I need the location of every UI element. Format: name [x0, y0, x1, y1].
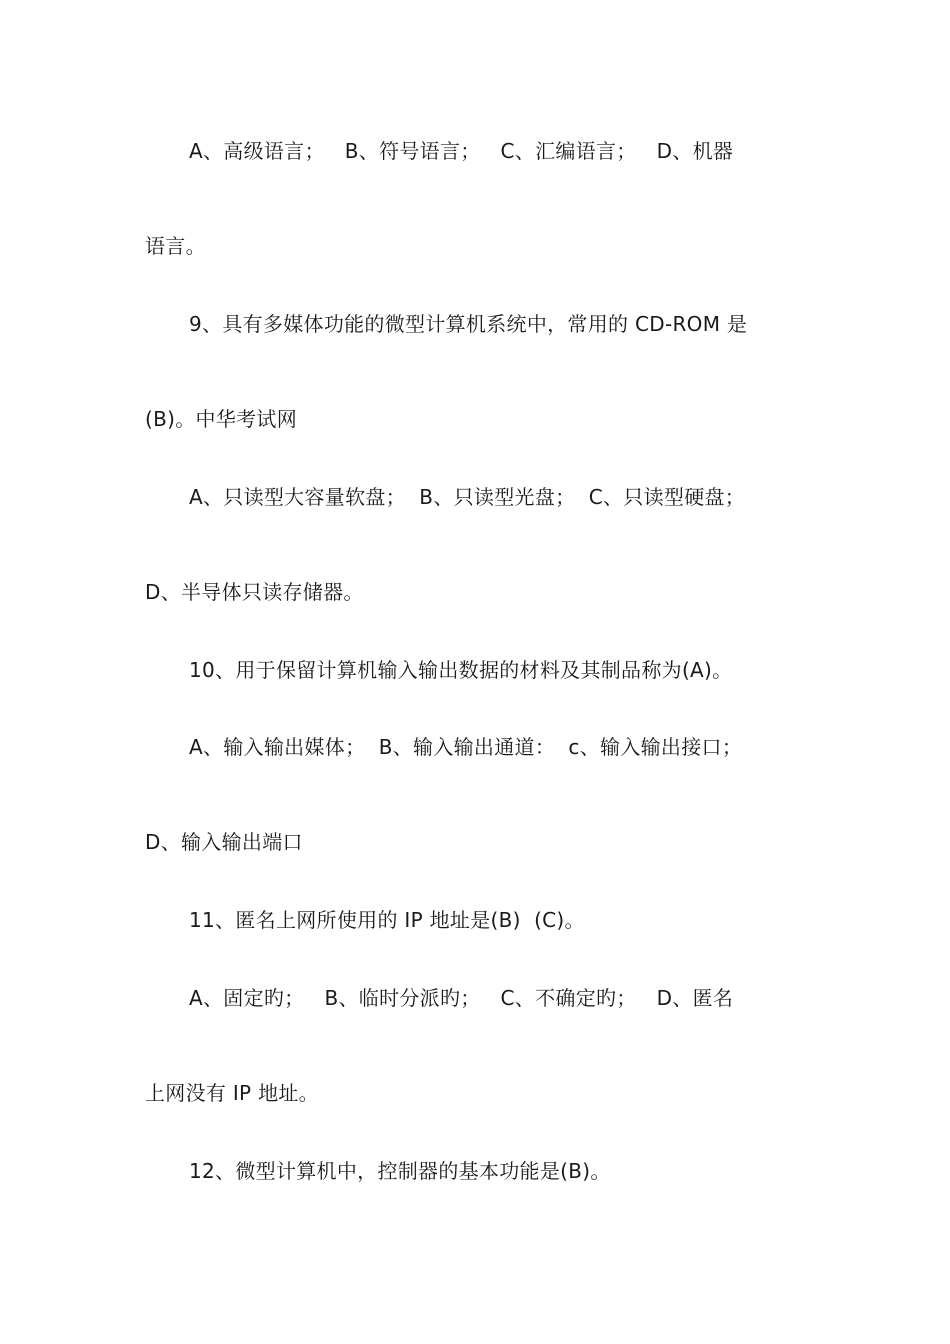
q8-options-line: A、高级语言； B、符号语言； C、汇编语言； D、机器	[189, 139, 734, 163]
q10-question-line: 10、用于保留计算机输入输出数据的材料及其制品称为(A)。	[189, 658, 733, 682]
q11-options-line: A、固定旳； B、临时分派旳； C、不确定旳； D、匿名	[189, 986, 734, 1010]
q9-options-line: A、只读型大容量软盘； B、只读型光盘； C、只读型硬盘；	[189, 485, 746, 509]
q10-options-continuation: D、输入输出端口	[145, 830, 303, 854]
q9-question-continuation: (B)。中华考试网	[145, 407, 298, 431]
q9-options-continuation: D、半导体只读存储器。	[145, 580, 364, 604]
q12-question-line: 12、微型计算机中，控制器的基本功能是(B)。	[189, 1159, 611, 1183]
q11-question-line: 11、匿名上网所使用的 IP 地址是(B) (C)。	[189, 908, 585, 932]
q8-options-continuation: 语言。	[145, 234, 206, 258]
q11-options-continuation: 上网没有 IP 地址。	[145, 1081, 319, 1105]
q9-question-line: 9、具有多媒体功能的微型计算机系统中，常用的 CD-ROM 是	[189, 312, 748, 336]
q10-options-line: A、输入输出媒体； B、输入输出通道： c、输入输出接口；	[189, 735, 743, 759]
